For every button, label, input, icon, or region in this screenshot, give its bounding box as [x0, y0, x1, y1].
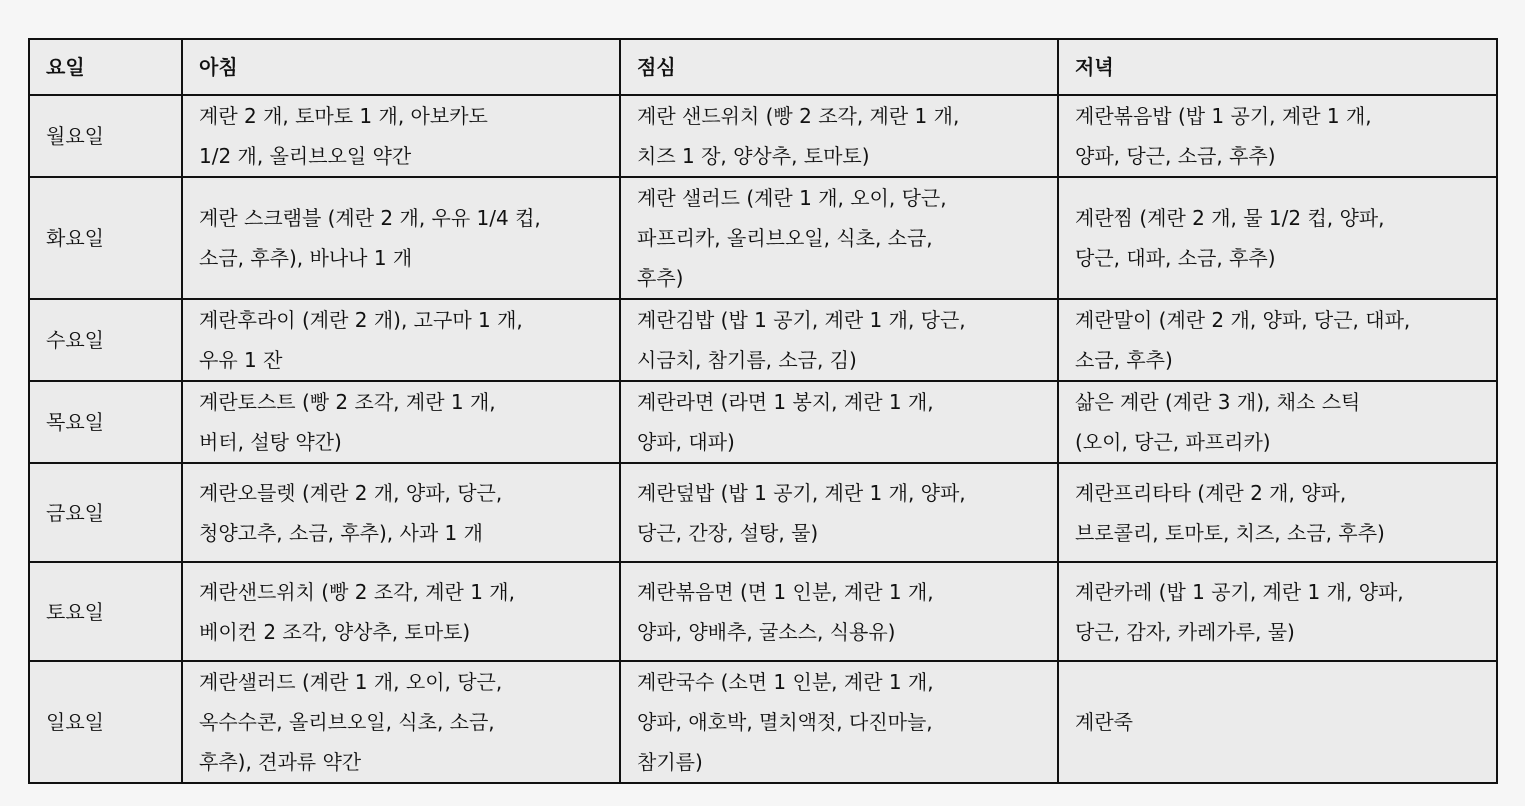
lunch-cell: 계란라면 (라면 1 봉지, 계란 1 개, 양파, 대파) [620, 381, 1058, 463]
dinner-cell: 계란카레 (밥 1 공기, 계란 1 개, 양파, 당근, 감자, 카레가루, 물) [1058, 562, 1497, 661]
lunch-cell: 계란 샌드위치 (빵 2 조각, 계란 1 개, 치즈 1 장, 양상추, 토마토) [620, 95, 1058, 177]
day-cell: 수요일 [29, 299, 182, 381]
dinner-cell: 계란프리타타 (계란 2 개, 양파, 브로콜리, 토마토, 치즈, 소금, 후추) [1058, 463, 1497, 562]
table-row [29, 661, 1497, 783]
dinner-cell: 계란찜 (계란 2 개, 물 1/2 컵, 양파, 당근, 대파, 소금, 후추) [1058, 177, 1497, 299]
breakfast-cell: 계란 2 개, 토마토 1 개, 아보카도 1/2 개, 올리브오일 약간 [182, 95, 620, 177]
weekly-meal-table [28, 38, 1498, 784]
header-lunch: 점심 [620, 39, 1058, 95]
lunch-cell: 계란볶음면 (면 1 인분, 계란 1 개, 양파, 양배추, 굴소스, 식용유) [620, 562, 1058, 661]
breakfast-cell: 계란토스트 (빵 2 조각, 계란 1 개, 버터, 설탕 약간) [182, 381, 620, 463]
day-cell: 화요일 [29, 177, 182, 299]
header-day: 요일 [29, 39, 182, 95]
header-breakfast: 아침 [182, 39, 620, 95]
day-cell: 일요일 [29, 661, 182, 783]
header-dinner: 저녁 [1058, 39, 1497, 95]
breakfast-cell: 계란샌드위치 (빵 2 조각, 계란 1 개, 베이컨 2 조각, 양상추, 토마토) [182, 562, 620, 661]
table-row [29, 299, 1497, 381]
lunch-cell: 계란 샐러드 (계란 1 개, 오이, 당근, 파프리카, 올리브오일, 식초, 소금, 후추) [620, 177, 1058, 299]
table-row [29, 562, 1497, 661]
lunch-cell: 계란덮밥 (밥 1 공기, 계란 1 개, 양파, 당근, 간장, 설탕, 물) [620, 463, 1058, 562]
lunch-cell: 계란국수 (소면 1 인분, 계란 1 개, 양파, 애호박, 멸치액젓, 다진마늘, 참기름) [620, 661, 1058, 783]
day-cell: 토요일 [29, 562, 182, 661]
day-cell: 금요일 [29, 463, 182, 562]
lunch-cell: 계란김밥 (밥 1 공기, 계란 1 개, 당근, 시금치, 참기름, 소금, 김) [620, 299, 1058, 381]
dinner-cell: 삶은 계란 (계란 3 개), 채소 스틱 (오이, 당근, 파프리카) [1058, 381, 1497, 463]
dinner-cell: 계란죽 [1058, 661, 1497, 783]
table-row [29, 463, 1497, 562]
table-row [29, 381, 1497, 463]
breakfast-cell: 계란오믈렛 (계란 2 개, 양파, 당근, 청양고추, 소금, 후추), 사과 1 개 [182, 463, 620, 562]
breakfast-cell: 계란샐러드 (계란 1 개, 오이, 당근, 옥수수콘, 올리브오일, 식초, 소금, 후추), 견과류 약간 [182, 661, 620, 783]
breakfast-cell: 계란후라이 (계란 2 개), 고구마 1 개, 우유 1 잔 [182, 299, 620, 381]
table-row [29, 95, 1497, 177]
day-cell: 월요일 [29, 95, 182, 177]
table-row [29, 177, 1497, 299]
dinner-cell: 계란말이 (계란 2 개, 양파, 당근, 대파, 소금, 후추) [1058, 299, 1497, 381]
table-header-row [29, 39, 1497, 95]
breakfast-cell: 계란 스크램블 (계란 2 개, 우유 1/4 컵, 소금, 후추), 바나나 1 개 [182, 177, 620, 299]
dinner-cell: 계란볶음밥 (밥 1 공기, 계란 1 개, 양파, 당근, 소금, 후추) [1058, 95, 1497, 177]
day-cell: 목요일 [29, 381, 182, 463]
